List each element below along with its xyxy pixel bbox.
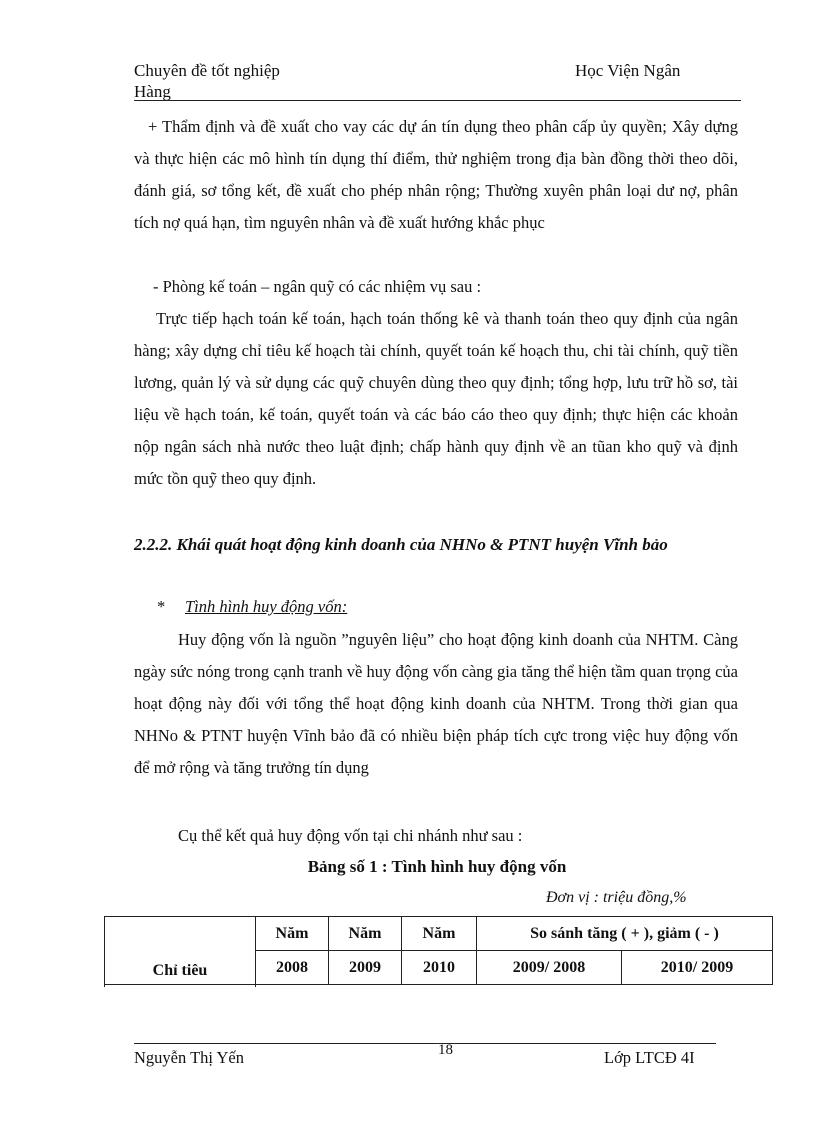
table-unit: Đơn vị : triệu đồng,% — [546, 889, 687, 906]
column-header-indicator: Chỉ tiêu — [105, 917, 256, 985]
header-title: Chuyên đề tốt nghiệp — [134, 61, 280, 80]
bullet-mark: * — [157, 597, 166, 616]
paragraph-results-intro: Cụ thể kết quả huy động vốn tại chi nhánh như sau : — [178, 826, 523, 845]
section-heading: 2.2.2. Khái quát hoạt động kinh doanh của NHNo & PTNT huyện Vĩnh bảo — [134, 535, 668, 554]
column-header-year-word: Năm — [256, 917, 329, 951]
footer-class: Lớp LTCĐ 4I — [604, 1048, 695, 1067]
column-header-year-word: Năm — [329, 917, 402, 951]
paragraph-capital-mobilization: Huy động vốn là nguồn ”nguyên liệu” cho hoạt động kinh doanh của NHTM. Càng ngày sức nóng trong cạnh tranh về huy động vốn càng gia tăng thể hiện tầm quan trọng của hoạt động này đối với tổng thể hoạt động kinh doanh của NHTM. Trong thời gian qua NHNo & PTNT huyện Vĩnh bảo đã có nhiều biện pháp tích cực trong việc huy động vốn để mở rộng và tăng trưởng tín dụng — [134, 630, 738, 777]
paragraph-accounting-intro: - Phòng kế toán – ngân quỹ có các nhiệm vụ sau : — [153, 277, 482, 296]
paragraph-credit-duties: + Thẩm định và đề xuất cho vay các dự án tín dụng theo phân cấp ủy quyền; Xây dựng và thực hiện các mô hình tín dụng thí điểm, thử nghiệm trong địa bàn đồng thời theo dõi, đánh giá, sơ tổng kết, đề xuất cho phép nhân rộng; Thường xuyên phân loại dư nợ, phân tích nợ quá hạn, tìm nguyên nhân và đề xuất hướng khắc phục — [134, 117, 738, 232]
header-institution-wrap: Hàng — [134, 82, 171, 101]
capital-table — [104, 916, 773, 987]
column-header-compare-period: 2010/ 2009 — [622, 951, 773, 985]
page-number: 18 — [438, 1042, 453, 1058]
column-header-year: 2009 — [329, 951, 402, 985]
column-header-year-word: Năm — [402, 917, 477, 951]
subsection-heading: Tình hình huy động vốn: — [185, 597, 348, 616]
column-header-year: 2008 — [256, 951, 329, 985]
column-header-compare: So sánh tăng ( + ), giảm ( - ) — [477, 917, 773, 951]
column-header-year: 2010 — [402, 951, 477, 985]
header-rule — [134, 100, 741, 101]
footer-author: Nguyễn Thị Yến — [134, 1048, 244, 1067]
footer-rule — [134, 1043, 716, 1044]
paragraph-accounting-duties: Trực tiếp hạch toán kế toán, hạch toán thống kê và thanh toán theo quy định của ngân hàng; xây dựng chỉ tiêu kế hoạch tài chính, quyết toán kế hoạch thu, chi tài chính, quỹ tiền lương, quản lý và sử dụng các quỹ chuyên dùng theo quy định; tổng hợp, lưu trữ hồ sơ, tài liệu về hạch toán, kế toán, quyết toán và các báo cáo theo quy định; thực hiện các khoản nộp ngân sách nhà nước theo luật định; chấp hành quy định về an tũan kho quỹ và định mức tồn quỹ theo quy định. — [134, 309, 738, 488]
column-header-compare-period: 2009/ 2008 — [477, 951, 622, 985]
header-institution: Học Viện Ngân — [575, 61, 681, 80]
table-title: Bảng số 1 : Tình hình huy động vốn — [307, 857, 567, 876]
